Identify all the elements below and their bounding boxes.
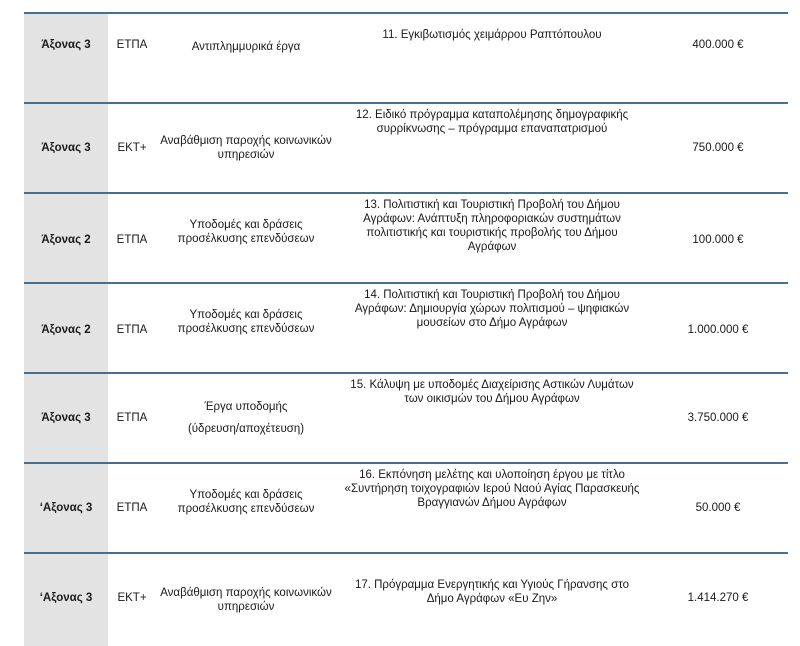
- project-cell: 13. Πολιτιστική και Τουριστική Προβολή του Δήμου Αγράφων: Ανάπτυξη πληροφοριακών συστημάτων πολιτιστικής και τουριστικής προβολής του Δήμου Αγράφων: [363, 199, 621, 253]
- project-cell: 15. Κάλυψη με υποδομές Διαχείρισης Αστικών Λυμάτων των οικισμών του Δήμου Αγράφων: [350, 379, 634, 405]
- category-cell: [156, 194, 336, 282]
- table-row: [24, 462, 788, 552]
- fund-cell: ΕΚΤ+: [117, 142, 147, 154]
- axis-cell: Άξονας 3: [24, 374, 108, 462]
- budget-cell: 3.750.000 €: [687, 412, 749, 424]
- category-text-line-2: (ύδρευση/αποχέτευση): [187, 423, 305, 435]
- axis-cell: Άξονας 3: [24, 14, 108, 102]
- category-text: Υποδομές και δράσεις προσέλκυσης επενδύσεων: [177, 489, 315, 515]
- budget-cell: 50.000 €: [695, 502, 741, 514]
- budget-cell: 100.000 €: [692, 234, 744, 246]
- project-cell: 14. Πολιτιστική και Τουριστική Προβολή του Δήμου Αγράφων: Δημιουργία χώρων πολιτισμού – ψηφιακών μουσείων στο Δήμο Αγράφων: [354, 289, 630, 329]
- projects-table: [24, 12, 788, 646]
- category-cell: [156, 104, 336, 192]
- fund-cell: ΕΚΤ+: [117, 592, 147, 604]
- fund-cell: ΕΤΠΑ: [116, 324, 148, 336]
- axis-cell: Άξονας 2: [24, 194, 108, 282]
- table-row: [24, 12, 788, 102]
- category-text: Υποδομές και δράσεις προσέλκυσης επενδύσεων: [177, 309, 315, 335]
- budget-cell: 750.000 €: [692, 142, 744, 154]
- table-row: [24, 552, 788, 646]
- project-cell: 17. Πρόγραμμα Ενεργητικής και Υγιούς Γήρανσης στο Δήμο Αγράφων «Ευ Ζην»: [354, 579, 630, 605]
- table-row: [24, 102, 788, 192]
- category-text: Αναβάθμιση παροχής κοινωνικών υπηρεσιών: [160, 587, 332, 613]
- category-cell: [156, 14, 336, 102]
- category-text: Υποδομές και δράσεις προσέλκυσης επενδύσεων: [177, 219, 315, 245]
- table-row: [24, 192, 788, 282]
- axis-cell: Άξονας 3: [24, 104, 108, 192]
- category-text: Έργα υποδομής: [204, 401, 288, 413]
- axis-cell: ‘Αξονας 3: [24, 554, 108, 646]
- category-cell: [156, 464, 336, 552]
- category-cell: [156, 284, 336, 372]
- axis-cell: ‘Αξονας 3: [24, 464, 108, 552]
- budget-cell: 1.000.000 €: [687, 324, 749, 336]
- category-cell: [156, 554, 336, 646]
- table-row: [24, 372, 788, 462]
- category-cell: [156, 374, 336, 462]
- axis-cell: Άξονας 2: [24, 284, 108, 372]
- project-cell: 12. Ειδικό πρόγραμμα καταπολέμησης δημογραφικής συρρίκνωσης – πρόγραμμα επαναπατρισμού: [355, 109, 629, 135]
- project-cell: 16. Εκπόνηση μελέτης και υλοποίηση έργου με τίτλο «Συντήρηση τοιχογραφιών Ιερού Ναού Αγίας Παρασκευής Βραγγιανών Δήμου Αγράφων: [344, 469, 640, 509]
- fund-cell: ΕΤΠΑ: [116, 234, 148, 246]
- budget-cell: 400.000 €: [692, 39, 744, 51]
- table-row: [24, 282, 788, 372]
- fund-cell: ΕΤΠΑ: [116, 502, 148, 514]
- category-text: Αντιπλημμυρικά έργα: [191, 41, 301, 53]
- project-cell: 11. Εγκιβωτισμός χειμάρρου Ραπτόπουλου: [382, 29, 602, 41]
- budget-cell: 1.414.270 €: [687, 592, 749, 604]
- fund-cell: ΕΤΠΑ: [116, 412, 148, 424]
- fund-cell: ΕΤΠΑ: [116, 39, 148, 51]
- category-text: Αναβάθμιση παροχής κοινωνικών υπηρεσιών: [160, 135, 332, 161]
